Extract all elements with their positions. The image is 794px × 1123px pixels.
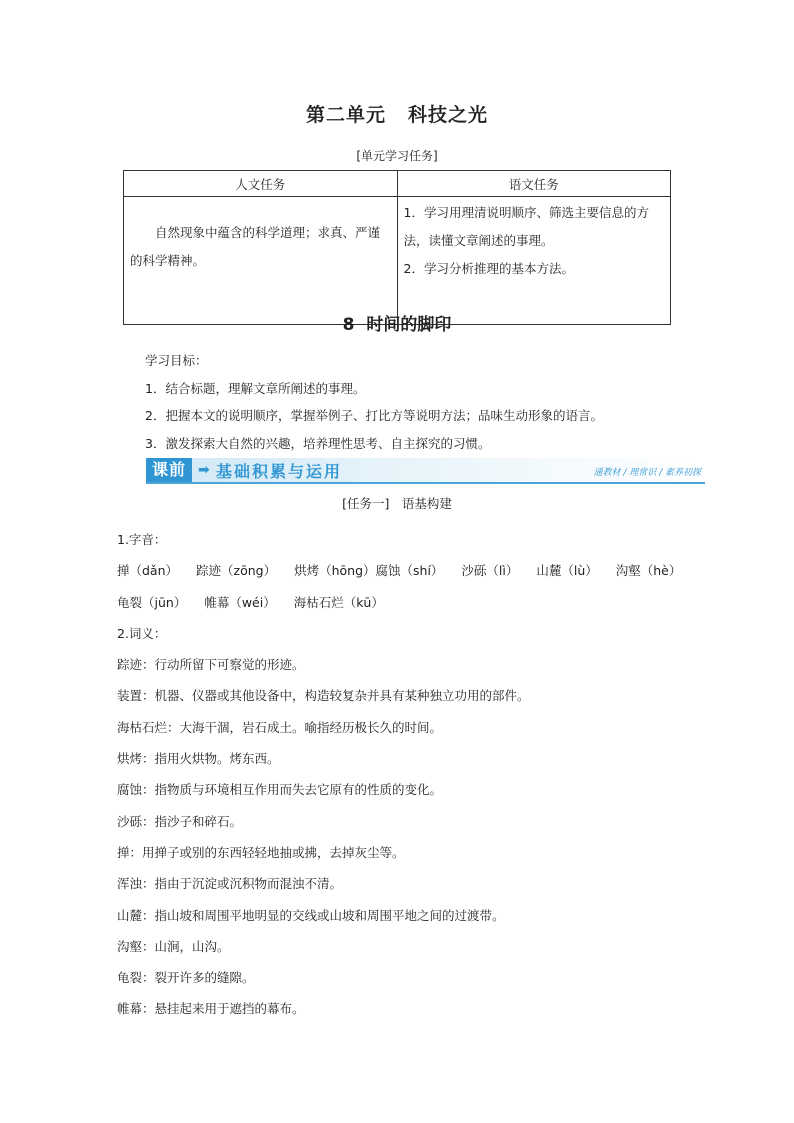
pronunciation-item: 帷幕（wéi）: [204, 594, 276, 610]
pronunciation-item: 沙砾（lì）: [461, 563, 519, 579]
pronunciation-item: 踪迹（zōng）: [196, 563, 277, 579]
humanities-task-cell: 自然现象中蕴含的科学道理；求真、严谨的科学精神。: [124, 197, 398, 325]
pronunciation-item: 烘烤（hōng）腐蚀（shí）: [294, 563, 444, 579]
table-header-humanities: 人文任务: [124, 171, 398, 197]
definition-item: 沟壑：山涧，山沟。: [117, 938, 230, 954]
pronunciation-item: 龟裂（jūn）: [117, 594, 187, 610]
definition-item: 浑浊：指由于沉淀或沉积物而混浊不清。: [117, 876, 343, 892]
learning-goals: [145, 347, 603, 457]
definition-item: 沙砾：指沙子和碎石。: [117, 813, 243, 829]
pronunciation-item: 山麓（lù）: [536, 563, 598, 579]
chinese-task-item: 2．学习分析推理的基本方法。: [403, 261, 574, 276]
pronunciation-label: 1.字音：: [117, 532, 167, 547]
vocabulary-section: [117, 524, 717, 1025]
banner-subtitle: 通教材 / 理常识 / 素养初探: [593, 468, 701, 478]
table-header-chinese: 语文任务: [397, 171, 671, 197]
task1-title: [任务一] 语基构建: [342, 496, 452, 511]
goal-item: 1．结合标题，理解文章所阐述的事理。: [145, 380, 366, 396]
goal-item: 3．激发探索大自然的兴趣，培养理性思考、自主探究的习惯。: [145, 435, 491, 451]
pronunciation-item: 掸（dǎn）: [117, 563, 179, 579]
arrow-right-icon: ➡: [198, 462, 210, 478]
pronunciation-row: [117, 555, 717, 586]
definition-item: 烘烤：指用火烘物。烤东西。: [117, 751, 280, 767]
banner-heading: 基础积累与运用: [216, 462, 343, 481]
definition-item: 帷幕：悬挂起来用于遮挡的幕布。: [117, 1001, 305, 1017]
pronunciation-row: [117, 587, 717, 618]
section-banner: [146, 458, 705, 484]
definition-item: 腐蚀：指物质与环境相互作用而失去它原有的性质的变化。: [117, 782, 443, 798]
chinese-task-item: 1．学习用理清说明顺序、筛选主要信息的方法，读懂文章阐述的事理。: [403, 205, 649, 248]
definition-item: 掸：用掸子或别的东西轻轻地抽或拂，去掉灰尘等。: [117, 844, 405, 860]
definition-item: 踪迹：行动所留下可察觉的形迹。: [117, 657, 305, 673]
definition-item: 山麓：指山坡和周围平地明显的交线或山坡和周围平地之间的过渡带。: [117, 907, 505, 923]
vocabulary-label: 2.词义：: [117, 625, 167, 641]
unit-task-table: [123, 170, 671, 325]
definition-item: 龟裂：裂开许多的缝隙。: [117, 970, 255, 986]
banner-tag: 课前: [146, 458, 192, 482]
unit-theme: 科技之光: [408, 104, 489, 126]
goal-item: 2．把握本文的说明顺序，掌握举例子、打比方等说明方法；品味生动形象的语言。: [145, 408, 603, 423]
pronunciation-item: 沟壑（hè）: [615, 563, 682, 579]
unit-title: [0, 100, 794, 127]
lesson-title: 8 时间的脚印: [342, 315, 452, 335]
definition-item: 装置：机器、仪器或其他设备中，构造较复杂并具有某种独立功用的部件。: [117, 688, 530, 704]
unit-tasks-caption: [单元学习任务]: [356, 149, 438, 163]
definition-item: 海枯石烂：大海干涸，岩石成土。喻指经历极长久的时间。: [117, 719, 443, 735]
unit-number: 第二单元: [305, 104, 386, 126]
goals-label: 学习目标：: [145, 353, 208, 368]
chinese-task-cell: [397, 197, 671, 325]
pronunciation-item: 海枯石烂（kū）: [293, 594, 384, 610]
